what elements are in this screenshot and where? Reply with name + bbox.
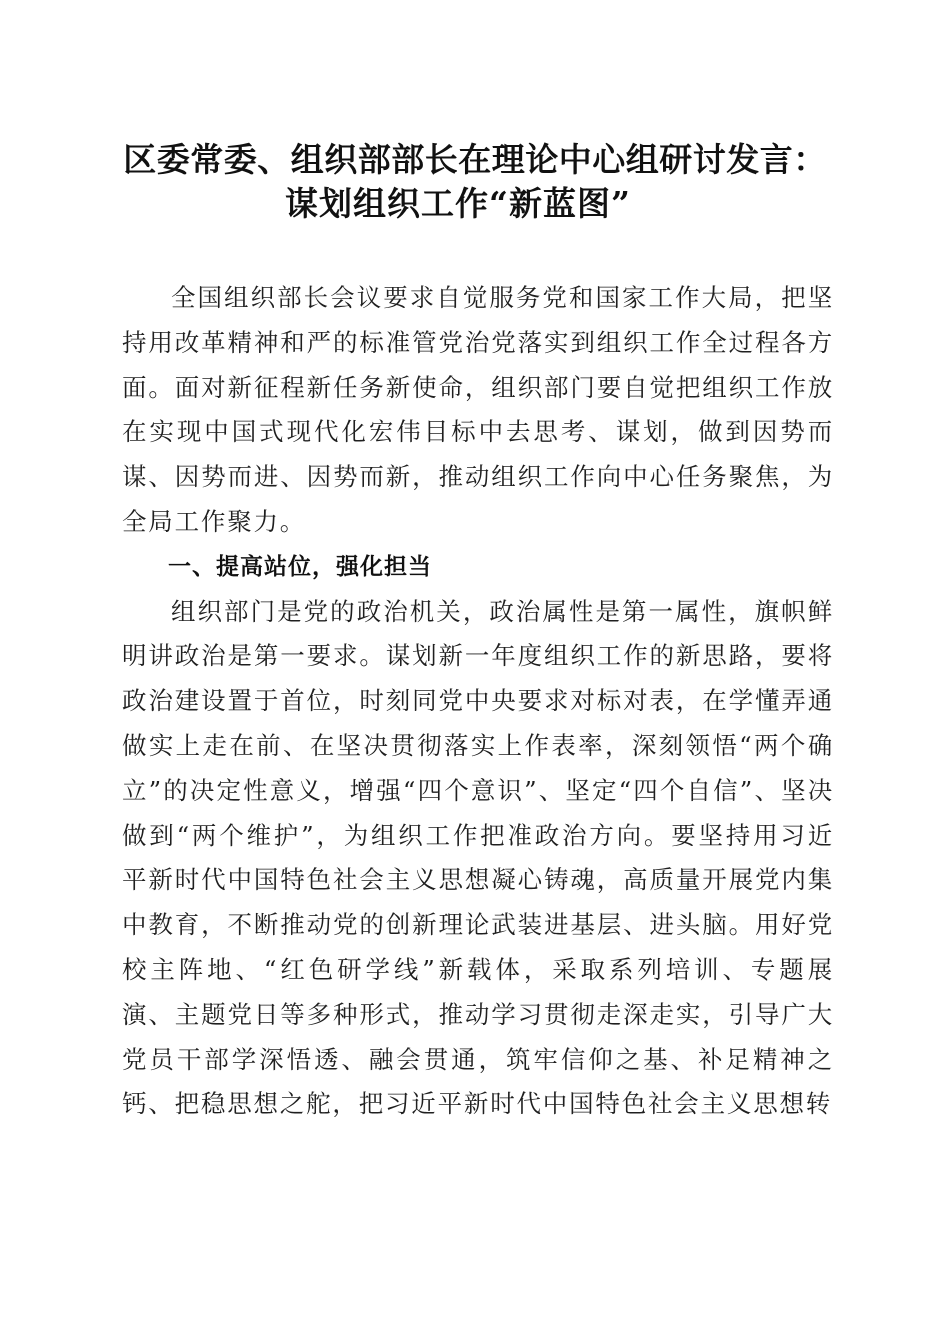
title-line-2: 谋划组织工作“新蓝图” <box>285 184 631 223</box>
title-line-1: 区委常委、组织部部长在理论中心组研讨发言： <box>123 140 827 179</box>
section-1-paragraph: 组织部门是党的政治机关，政治属性是第一属性，旗帜鲜明讲政治是第一要求。谋划新一年度组织工作的新思路，要将政治建设置于首位，时刻同党中央要求对标对表，在学懂弄通做实上走在前、在坚决贯彻落实上作表率，深刻领悟“两个确立”的决定性意义，增强“四个意识”、坚定“四个自信”、坚决做到“两个维护”，为组织工作把准政治方向。要坚持用习近平新时代中国特色社会主义思想凝心铸魂，高质量开展党内集中教育，不断推动党的创新理论武装进基层、进头脑。用好党校主阵地、“红色研学线”新载体，采取系列培训、专题展演、主题党日等多种形式，推动学习贯彻走深走实，引导广大党员干部学深悟透、融会贯通，筑牢信仰之基、补足精神之钙、把稳思想之舵，把习近平新时代中国特色社会主义思想转 <box>122 596 834 1119</box>
document-body <box>122 276 834 1127</box>
section-1-heading: 一、提高站位，强化担当 <box>168 553 432 580</box>
document-title <box>100 138 850 226</box>
intro-paragraph: 全国组织部长会议要求自觉服务党和国家工作大局，把坚持用改革精神和严的标准管党治党落实到组织工作全过程各方面。面对新征程新任务新使命，组织部门要自觉把组织工作放在实现中国式现代化宏伟目标中去思考、谋划，做到因势而谋、因势而进、因势而新，推动组织工作向中心任务聚焦，为全局工作聚力。 <box>122 283 834 536</box>
